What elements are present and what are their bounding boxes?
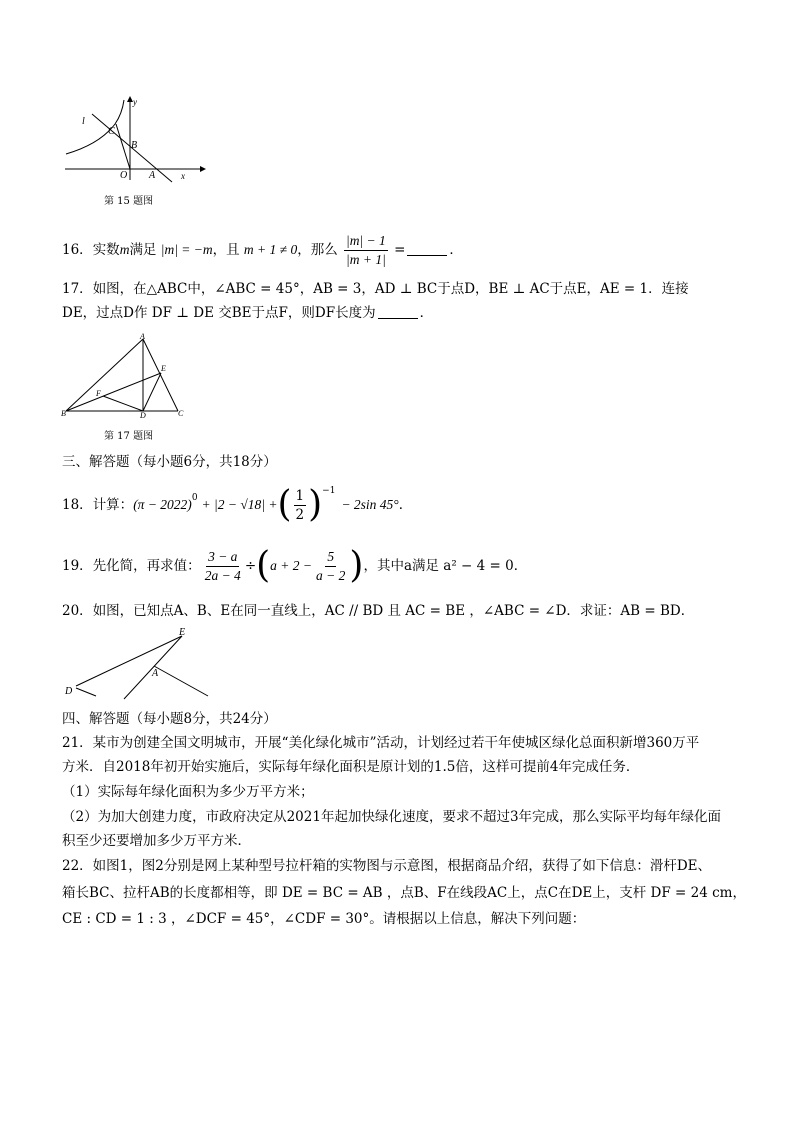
q18-number: 18． (62, 497, 93, 513)
figure-17-caption: 第 17 题图 (104, 431, 154, 442)
q16-equals: = (394, 242, 406, 258)
label-d: D (65, 686, 73, 697)
q22-line1: 22．如图1，图2分别是网上某种型号拉杆箱的实物图与示意图，根据商品介绍，获得了如下信息：滑杆DE、 (62, 858, 712, 874)
label-e: E (161, 364, 166, 373)
q21-line1: 21．某市为创建全国文明城市，开展“美化绿化城市”活动，计划经过若干年使城区绿化总面积新增360万平 (62, 735, 700, 751)
question-19 (62, 545, 528, 586)
q16-number: 16． (62, 242, 93, 258)
q20-text: 如图，已知点A、B、E在同一直线上，AC // BD 且 AC = BE ，∠ABC = ∠D．求证：AB = BD． (92, 603, 695, 619)
label-a: A (149, 170, 156, 181)
segment-be (66, 373, 161, 411)
q19-div: ÷ (244, 558, 257, 574)
q16-abs-equation: |m| = −m (160, 242, 213, 257)
label-o: O (120, 170, 128, 181)
q19-rparen: ) (349, 545, 364, 586)
q16-answer-blank[interactable] (407, 241, 447, 256)
q18-fnum: 1 (295, 487, 305, 504)
q16-text-d: ，那么 (297, 242, 338, 258)
q18-part3: − 2sin 45° (341, 497, 399, 512)
q19-lparen: ( (256, 545, 271, 586)
x-axis-arrow (200, 166, 206, 172)
section-4-title: 四、解答题（每小题8分，共24分） (62, 711, 277, 727)
label-b: B (61, 409, 66, 418)
segment-ob (116, 124, 130, 169)
q17-line2-text: DE，过点D作 DF ⊥ DE 交BE于点F，则DF长度为 (62, 305, 376, 321)
segment-ac (154, 666, 208, 696)
q16-text-c: ，且 (212, 242, 240, 258)
section-3-title: 三、解答题（每小题6分，共18分） (62, 454, 277, 470)
q18-rparen: ) (308, 484, 323, 525)
label-c: C (178, 409, 184, 418)
question-17-line2 (62, 303, 433, 323)
label-x: x (181, 171, 185, 181)
q18-end: ． (398, 497, 413, 513)
q22-line2: 箱长BC、拉杆AB的长度都相等，即 DE = BC = AB ，点B、F在线段AC上，点C在DE上，支杆 DF = 24 cm， (62, 885, 746, 901)
q17-number: 17． (62, 281, 93, 297)
q19-number: 19． (62, 558, 93, 574)
q19-fraction-2 (314, 548, 347, 585)
figure-20 (60, 624, 220, 704)
q21-sub2a: （2）为加大创建力度，市政府决定从2021年起加快绿化速度，要求不超过3年完成，那么实际平均每年绿化面 (62, 809, 722, 825)
label-f: F (96, 389, 101, 398)
q18-fraction (294, 487, 307, 524)
q19-f1den: 2a − 4 (204, 567, 241, 583)
label-l: l (82, 116, 85, 127)
segment-de (76, 636, 182, 686)
q18-text: 计算： (92, 497, 134, 513)
q16-frac-numerator: |m| − 1 (344, 232, 388, 251)
q17-line1-text: 如图，在△ABC中，∠ABC = 45°，AB = 3，AD ⊥ BC于点D，BE ⊥ AC于点E，AE = 1．连接 (92, 281, 689, 297)
q19-text: 先化简，再求值： (92, 558, 201, 574)
q16-text-a: 实数 (92, 242, 120, 258)
q19-inner: a + 2 − (270, 558, 313, 573)
q22-line3: CE : CD = 1 : 3 ，∠DCF = 45°，∠CDF = 30°。请根据以上信息，解决下列问题： (62, 911, 586, 927)
q16-end: ． (449, 242, 463, 258)
question-20 (62, 601, 694, 621)
label-a: A (152, 668, 159, 679)
q21-sub2b: 积至少还要增加多少万平方米． (62, 833, 251, 849)
q16-frac-denominator: |m + 1| (346, 252, 386, 267)
q21-sub1: （1）实际每年绿化面积为多少万平方米； (62, 784, 314, 800)
label-a: A (140, 333, 145, 341)
q18-part2: + |2 − √18| + (201, 497, 278, 512)
q18-fden: 2 (295, 506, 305, 523)
q21-line2: 方米．自2018年初开始实施后，实际每年绿化面积是原计划的1.5倍，这样可提前4年完成任务． (62, 759, 640, 775)
q16-text-b: 满足 (129, 242, 157, 258)
q17-end: ． (419, 305, 434, 321)
q19-fraction-1 (203, 548, 243, 585)
segment-ab (66, 339, 143, 411)
figure-15 (60, 92, 210, 187)
figure-15-caption: 第 15 题图 (104, 196, 154, 207)
question-18 (62, 484, 413, 525)
segment-d-tail (76, 688, 96, 696)
q17-answer-blank[interactable] (378, 304, 418, 319)
label-d: D (140, 411, 146, 418)
q19-f1num: 3 − a (206, 548, 239, 567)
label-e: E (179, 627, 186, 638)
q16-var-m: m (119, 242, 130, 257)
figure-17 (60, 333, 190, 418)
segment-df (103, 396, 143, 411)
q16-fraction (344, 232, 388, 269)
question-17-line1 (62, 279, 689, 299)
q20-number: 20． (62, 603, 93, 619)
hyperbola-curve (66, 100, 124, 154)
q19-condition: ，其中a满足 a² − 4 = 0． (363, 558, 528, 574)
label-y: y (133, 97, 137, 107)
q18-exp0: 0 (191, 493, 198, 503)
label-b: B (131, 140, 138, 151)
q16-condition: m + 1 ≠ 0 (243, 242, 298, 257)
q18-part1: (π − 2022) (133, 497, 192, 512)
q18-lparen: ( (277, 484, 292, 525)
label-c: C (108, 126, 115, 137)
q19-f2den: a − 2 (316, 567, 346, 583)
q19-f2num: 5 (325, 548, 336, 567)
q18-expm1: −1 (322, 486, 336, 496)
question-16 (62, 232, 463, 269)
